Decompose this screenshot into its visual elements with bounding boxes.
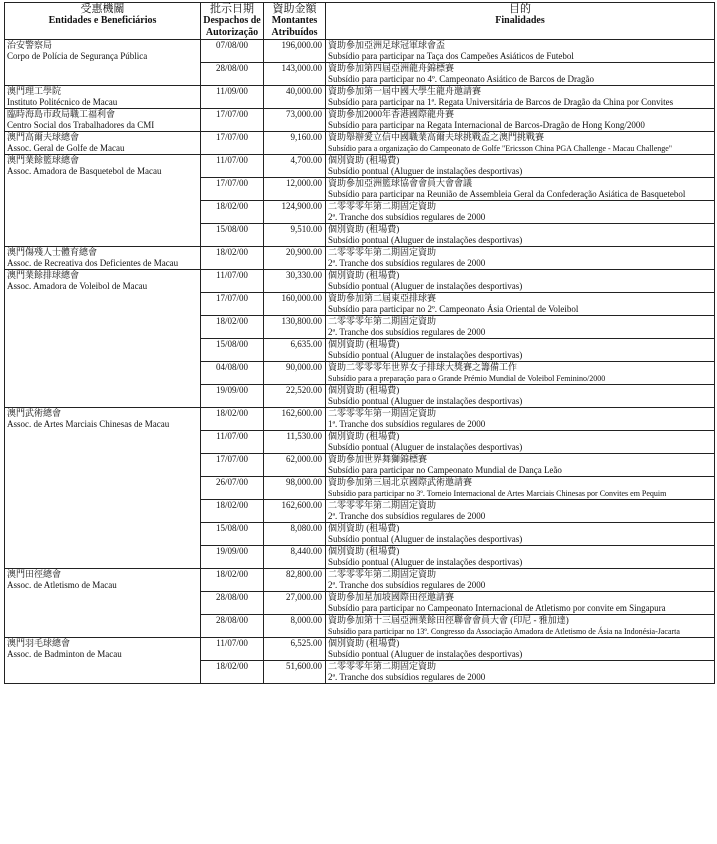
authorization-date: 11/07/00 xyxy=(201,431,264,443)
table-row-sub xyxy=(5,143,715,155)
table-row-sub xyxy=(5,74,715,86)
authorization-date: 28/08/00 xyxy=(201,63,264,75)
header-amounts-pt2: Atribuídos xyxy=(271,27,318,38)
date-spacer xyxy=(201,534,264,546)
entity-name-zh xyxy=(5,201,201,213)
purpose-zh: 二零零零年第一期固定資助 xyxy=(326,408,715,420)
entity-name-zh xyxy=(5,385,201,397)
entity-name-zh xyxy=(5,500,201,512)
amount-spacer xyxy=(264,327,326,339)
amount-spacer xyxy=(264,626,326,638)
table-row-sub xyxy=(5,327,715,339)
entity-name-zh xyxy=(5,362,201,374)
table-row xyxy=(5,155,715,167)
amount-spacer xyxy=(264,74,326,86)
date-spacer xyxy=(201,465,264,477)
entity-name-pt xyxy=(5,442,201,454)
amount-spacer xyxy=(264,672,326,684)
table-row-sub xyxy=(5,603,715,615)
entity-name-zh xyxy=(5,592,201,604)
purpose-pt: Subsídio para a organização do Campeonato de Golfe "Ericsson China PGA Challenge - Macau Challenge" xyxy=(326,143,715,155)
entity-name-pt: Centro Social dos Trabalhadores da CMI xyxy=(5,120,201,132)
entity-name-zh xyxy=(5,546,201,558)
amount-spacer xyxy=(264,396,326,408)
table-row-sub xyxy=(5,626,715,638)
table-row xyxy=(5,40,715,52)
amount: 27,000.00 xyxy=(264,592,326,604)
date-spacer xyxy=(201,557,264,569)
authorization-date: 28/08/00 xyxy=(201,592,264,604)
table-row-sub xyxy=(5,396,715,408)
header-amounts-pt1: Montantes xyxy=(271,15,318,26)
entity-name-pt xyxy=(5,304,201,316)
table-row xyxy=(5,592,715,604)
header-dates-pt1: Despachos de xyxy=(203,15,261,26)
purpose-zh: 二零零零年第二期固定資助 xyxy=(326,201,715,213)
authorization-date: 04/08/00 xyxy=(201,362,264,374)
amount: 82,800.00 xyxy=(264,569,326,581)
purpose-pt: Subsídio para participar no 13º. Congresso da Associação Amadora de Atletismo de Ásia na Indonésia-Jacarta xyxy=(326,626,715,638)
purpose-zh: 二零零零年第二期固定資助 xyxy=(326,316,715,328)
entity-name-pt xyxy=(5,626,201,638)
purpose-pt: 2ª. Tranche dos subsídios regulares de 2000 xyxy=(326,511,715,523)
purpose-pt: 2ª. Tranche dos subsídios regulares de 2000 xyxy=(326,258,715,270)
table-row-sub xyxy=(5,419,715,431)
amount: 160,000.00 xyxy=(264,293,326,305)
entity-name-pt xyxy=(5,488,201,500)
entity-name-pt: Assoc. de Atletismo de Macau xyxy=(5,580,201,592)
amount-spacer xyxy=(264,649,326,661)
table-row-sub xyxy=(5,51,715,63)
purpose-pt: Subsídio para participar no Campeonato Internacional de Atletismo por convite em Singapura xyxy=(326,603,715,615)
header-purposes-zh: 目的 xyxy=(509,3,531,15)
amount: 9,160.00 xyxy=(264,132,326,144)
amount: 12,000.00 xyxy=(264,178,326,190)
header-dates xyxy=(201,3,264,40)
table-row-sub xyxy=(5,350,715,362)
purpose-zh: 資助參加第二屆東亞排球賽 xyxy=(326,293,715,305)
header-dates-zh: 批示日期 xyxy=(210,3,254,15)
purpose-pt: 2ª. Tranche dos subsídios regulares de 2000 xyxy=(326,212,715,224)
purpose-zh: 二零零零年第二期固定資助 xyxy=(326,247,715,259)
purpose-zh: 資助參加亞洲足球冠軍球會盃 xyxy=(326,40,715,52)
table-row-sub xyxy=(5,373,715,385)
header-amounts-zh: 資助金額 xyxy=(272,3,317,15)
entity-name-pt xyxy=(5,189,201,201)
entity-name-zh: 臨時海島市政局職工福利會 xyxy=(5,109,201,121)
table-row xyxy=(5,500,715,512)
date-spacer xyxy=(201,626,264,638)
header-amounts xyxy=(264,3,326,40)
table-row xyxy=(5,270,715,282)
purpose-pt: Subsídio para participar no Campeonato Mundial de Dança Leão xyxy=(326,465,715,477)
purpose-zh: 資助參加星加坡國際田徑邀請賽 xyxy=(326,592,715,604)
entity-name-zh xyxy=(5,316,201,328)
table-row-sub xyxy=(5,281,715,293)
purpose-pt: Subsídio pontual (Aluguer de instalações desportivas) xyxy=(326,281,715,293)
date-spacer xyxy=(201,603,264,615)
table-row xyxy=(5,293,715,305)
entity-name-pt: Assoc. Amadora de Basquetebol de Macau xyxy=(5,166,201,178)
date-spacer xyxy=(201,281,264,293)
authorization-date: 18/02/00 xyxy=(201,569,264,581)
entity-name-zh: 澳門理工學院 xyxy=(5,86,201,98)
amount-spacer xyxy=(264,511,326,523)
entity-name-zh xyxy=(5,661,201,673)
table-row-sub xyxy=(5,580,715,592)
authorization-date: 15/08/00 xyxy=(201,224,264,236)
amount: 11,530.00 xyxy=(264,431,326,443)
amount-spacer xyxy=(264,120,326,132)
purpose-pt: Subsídio para participar na Regata Internacional de Barcos-Dragão de Hong Kong/2000 xyxy=(326,120,715,132)
authorization-date: 11/09/00 xyxy=(201,86,264,98)
amount-spacer xyxy=(264,350,326,362)
table-row-sub xyxy=(5,649,715,661)
date-spacer xyxy=(201,235,264,247)
purpose-pt: Subsídio pontual (Aluguer de instalações desportivas) xyxy=(326,534,715,546)
entity-name-zh xyxy=(5,454,201,466)
purpose-pt: Subsídio pontual (Aluguer de instalações desportivas) xyxy=(326,442,715,454)
table-row xyxy=(5,224,715,236)
entity-name-zh: 澳門傷殘人士體育總會 xyxy=(5,247,201,259)
amount: 162,600.00 xyxy=(264,500,326,512)
date-spacer xyxy=(201,51,264,63)
authorization-date: 18/02/00 xyxy=(201,316,264,328)
purpose-zh: 二零零零年第二期固定資助 xyxy=(326,661,715,673)
amount: 130,800.00 xyxy=(264,316,326,328)
entity-name-pt xyxy=(5,350,201,362)
purpose-zh: 資助參加世界舞獅錦標賽 xyxy=(326,454,715,466)
table-row xyxy=(5,431,715,443)
amount-spacer xyxy=(264,419,326,431)
amount-spacer xyxy=(264,373,326,385)
header-purposes-pt: Finalidades xyxy=(495,15,545,26)
table-row xyxy=(5,247,715,259)
purpose-pt: Subsídio para participar na 1ª. Regata Universitária de Barcos de Dragão da China por Convites xyxy=(326,97,715,109)
purpose-zh: 二零零零年第二期固定資助 xyxy=(326,569,715,581)
date-spacer xyxy=(201,327,264,339)
entity-name-zh xyxy=(5,339,201,351)
entity-name-pt: Corpo de Polícia de Segurança Pública xyxy=(5,51,201,63)
table-row xyxy=(5,109,715,121)
purpose-pt: Subsídio para participar na Taça dos Campeões Asiáticos de Futebol xyxy=(326,51,715,63)
purpose-zh: 資助參加第三屆北京國際武術邀請賽 xyxy=(326,477,715,489)
table-row xyxy=(5,201,715,213)
table-row-sub xyxy=(5,166,715,178)
amount: 8,440.00 xyxy=(264,546,326,558)
entity-name-pt xyxy=(5,534,201,546)
purpose-pt: Subsídio pontual (Aluguer de instalações desportivas) xyxy=(326,396,715,408)
amount-spacer xyxy=(264,465,326,477)
amount-spacer xyxy=(264,258,326,270)
header-entities xyxy=(5,3,201,40)
entity-name-zh: 澳門業餘排球總會 xyxy=(5,270,201,282)
entity-name-pt xyxy=(5,465,201,477)
authorization-date: 26/07/00 xyxy=(201,477,264,489)
purpose-pt: Subsídio pontual (Aluguer de instalações desportivas) xyxy=(326,557,715,569)
date-spacer xyxy=(201,258,264,270)
table-header-row xyxy=(5,3,715,40)
purpose-zh: 資助參加2000年香港國際龍舟賽 xyxy=(326,109,715,121)
date-spacer xyxy=(201,511,264,523)
amount: 196,000.00 xyxy=(264,40,326,52)
table-row xyxy=(5,661,715,673)
entity-name-pt xyxy=(5,557,201,569)
table-row-sub xyxy=(5,189,715,201)
amount-spacer xyxy=(264,235,326,247)
entity-name-pt xyxy=(5,373,201,385)
table-row xyxy=(5,385,715,397)
entity-name-zh: 治安警察局 xyxy=(5,40,201,52)
entity-name-zh xyxy=(5,178,201,190)
date-spacer xyxy=(201,373,264,385)
table-row xyxy=(5,615,715,627)
date-spacer xyxy=(201,120,264,132)
purpose-pt: 2ª. Tranche dos subsídios regulares de 2000 xyxy=(326,672,715,684)
authorization-date: 18/02/00 xyxy=(201,500,264,512)
table-row-sub xyxy=(5,488,715,500)
purpose-zh: 資助參加第一屆中國大學生龍舟邀請賽 xyxy=(326,86,715,98)
authorization-date: 17/07/00 xyxy=(201,293,264,305)
purpose-pt: Subsídio para participar na Reunião de Assembleia Geral da Confederação Asiática de Basquetebol xyxy=(326,189,715,201)
date-spacer xyxy=(201,580,264,592)
table-row-sub xyxy=(5,557,715,569)
authorization-date: 28/08/00 xyxy=(201,615,264,627)
entity-name-zh: 澳門高爾夫球總會 xyxy=(5,132,201,144)
amount: 62,000.00 xyxy=(264,454,326,466)
purpose-pt: Subsídio pontual (Aluguer de instalações desportivas) xyxy=(326,350,715,362)
entity-name-zh xyxy=(5,224,201,236)
purpose-zh: 個別資助 (租場費) xyxy=(326,270,715,282)
table-row-sub xyxy=(5,258,715,270)
table-row xyxy=(5,178,715,190)
entity-name-zh: 澳門羽毛球總會 xyxy=(5,638,201,650)
table-row-sub xyxy=(5,511,715,523)
entity-name-zh xyxy=(5,523,201,535)
amount-spacer xyxy=(264,281,326,293)
entity-name-pt xyxy=(5,74,201,86)
date-spacer xyxy=(201,189,264,201)
amount: 90,000.00 xyxy=(264,362,326,374)
amount-spacer xyxy=(264,304,326,316)
table-row xyxy=(5,362,715,374)
entity-name-zh: 澳門田徑總會 xyxy=(5,569,201,581)
purpose-pt: Subsídio para participar no 4º. Campeonato Asiático de Barcos de Dragão xyxy=(326,74,715,86)
amount-spacer xyxy=(264,189,326,201)
grants-table xyxy=(4,2,715,684)
purpose-pt: Subsídio pontual (Aluguer de instalações desportivas) xyxy=(326,649,715,661)
authorization-date: 18/02/00 xyxy=(201,201,264,213)
table-row xyxy=(5,316,715,328)
entity-name-pt xyxy=(5,212,201,224)
purpose-zh: 個別資助 (租場費) xyxy=(326,638,715,650)
entity-name-pt xyxy=(5,672,201,684)
authorization-date: 18/02/00 xyxy=(201,247,264,259)
date-spacer xyxy=(201,304,264,316)
purpose-zh: 資助舉辦愛立信中國職業高爾夫球挑戰盃之澳門挑戰賽 xyxy=(326,132,715,144)
table-row xyxy=(5,132,715,144)
table-row-sub xyxy=(5,672,715,684)
table-row xyxy=(5,569,715,581)
authorization-date: 19/09/00 xyxy=(201,546,264,558)
table-row xyxy=(5,638,715,650)
amount: 8,080.00 xyxy=(264,523,326,535)
entity-name-pt: Instituto Politécnico de Macau xyxy=(5,97,201,109)
date-spacer xyxy=(201,488,264,500)
entity-name-pt xyxy=(5,603,201,615)
header-entities-pt: Entidades e Beneficiários xyxy=(48,15,157,26)
date-spacer xyxy=(201,649,264,661)
authorization-date: 15/08/00 xyxy=(201,339,264,351)
amount: 4,700.00 xyxy=(264,155,326,167)
table-row xyxy=(5,523,715,535)
purpose-pt: Subsídio pontual (Aluguer de instalações desportivas) xyxy=(326,235,715,247)
table-row-sub xyxy=(5,304,715,316)
authorization-date: 18/02/00 xyxy=(201,408,264,420)
amount-spacer xyxy=(264,580,326,592)
authorization-date: 17/07/00 xyxy=(201,178,264,190)
purpose-zh: 個別資助 (租場費) xyxy=(326,431,715,443)
amount-spacer xyxy=(264,212,326,224)
amount-spacer xyxy=(264,143,326,155)
date-spacer xyxy=(201,396,264,408)
table-row-sub xyxy=(5,212,715,224)
table-row xyxy=(5,546,715,558)
purpose-zh: 個別資助 (租場費) xyxy=(326,385,715,397)
entity-name-zh xyxy=(5,293,201,305)
grants-document xyxy=(4,2,714,684)
date-spacer xyxy=(201,166,264,178)
authorization-date: 18/02/00 xyxy=(201,661,264,673)
amount: 6,635.00 xyxy=(264,339,326,351)
header-entities-zh: 受惠機關 xyxy=(80,3,125,15)
purpose-zh: 二零零零年第二期固定資助 xyxy=(326,500,715,512)
amount: 98,000.00 xyxy=(264,477,326,489)
amount: 20,900.00 xyxy=(264,247,326,259)
date-spacer xyxy=(201,97,264,109)
purpose-zh: 資助參加第四屆亞洲龍舟錦標賽 xyxy=(326,63,715,75)
purpose-zh: 個別資助 (租場費) xyxy=(326,546,715,558)
date-spacer xyxy=(201,419,264,431)
purpose-zh: 個別資助 (租場費) xyxy=(326,523,715,535)
date-spacer xyxy=(201,672,264,684)
amount: 73,000.00 xyxy=(264,109,326,121)
table-row xyxy=(5,63,715,75)
authorization-date: 19/09/00 xyxy=(201,385,264,397)
date-spacer xyxy=(201,143,264,155)
table-row-sub xyxy=(5,465,715,477)
entity-name-pt: Assoc. Amadora de Voleibol de Macau xyxy=(5,281,201,293)
entity-name-pt xyxy=(5,327,201,339)
table-body xyxy=(5,40,715,684)
purpose-pt: 2ª. Tranche dos subsídios regulares de 2000 xyxy=(326,580,715,592)
amount-spacer xyxy=(264,97,326,109)
entity-name-pt: Assoc. de Recreativa dos Deficientes de Macau xyxy=(5,258,201,270)
purpose-zh: 個別資助 (租場費) xyxy=(326,224,715,236)
entity-name-pt: Assoc. de Badminton de Macau xyxy=(5,649,201,661)
authorization-date: 17/07/00 xyxy=(201,109,264,121)
purpose-zh: 資助參加亞洲籃球協會會員大會會議 xyxy=(326,178,715,190)
authorization-date: 11/07/00 xyxy=(201,270,264,282)
amount: 162,600.00 xyxy=(264,408,326,420)
table-row xyxy=(5,339,715,351)
table-row xyxy=(5,477,715,489)
table-row-sub xyxy=(5,97,715,109)
purpose-zh: 個別資助 (租場費) xyxy=(326,155,715,167)
amount-spacer xyxy=(264,534,326,546)
amount-spacer xyxy=(264,51,326,63)
amount-spacer xyxy=(264,488,326,500)
entity-name-pt xyxy=(5,511,201,523)
purpose-zh: 個別資助 (租場費) xyxy=(326,339,715,351)
amount: 40,000.00 xyxy=(264,86,326,98)
entity-name-zh: 澳門業餘籃球總會 xyxy=(5,155,201,167)
purpose-pt: Subsídio para a preparação para o Grande Prémio Mundial de Voleibol Feminino/2000 xyxy=(326,373,715,385)
date-spacer xyxy=(201,74,264,86)
entity-name-zh xyxy=(5,477,201,489)
purpose-zh: 資助二零零零年世界女子排球大獎賽之籌備工作 xyxy=(326,362,715,374)
date-spacer xyxy=(201,350,264,362)
header-purposes xyxy=(326,3,715,40)
date-spacer xyxy=(201,442,264,454)
entity-name-zh: 澳門武術總會 xyxy=(5,408,201,420)
entity-name-zh xyxy=(5,63,201,75)
table-row xyxy=(5,86,715,98)
authorization-date: 15/08/00 xyxy=(201,523,264,535)
table-row xyxy=(5,408,715,420)
amount: 6,525.00 xyxy=(264,638,326,650)
table-row-sub xyxy=(5,534,715,546)
amount: 30,330.00 xyxy=(264,270,326,282)
authorization-date: 11/07/00 xyxy=(201,638,264,650)
entity-name-pt xyxy=(5,235,201,247)
amount: 143,000.00 xyxy=(264,63,326,75)
purpose-zh: 資助參加第十三屆亞洲業餘田徑聯會會員大會 (印尼 - 雅加達) xyxy=(326,615,715,627)
amount-spacer xyxy=(264,166,326,178)
purpose-pt: Subsídio para participar no 2º. Campeonato Ásia Oriental de Voleibol xyxy=(326,304,715,316)
amount: 8,000.00 xyxy=(264,615,326,627)
amount: 124,900.00 xyxy=(264,201,326,213)
table-row-sub xyxy=(5,120,715,132)
authorization-date: 17/07/00 xyxy=(201,132,264,144)
amount: 22,520.00 xyxy=(264,385,326,397)
date-spacer xyxy=(201,212,264,224)
amount: 51,600.00 xyxy=(264,661,326,673)
entity-name-pt xyxy=(5,396,201,408)
amount: 9,510.00 xyxy=(264,224,326,236)
purpose-pt: Subsídio pontual (Aluguer de instalações desportivas) xyxy=(326,166,715,178)
entity-name-pt: Assoc. Geral de Golfe de Macau xyxy=(5,143,201,155)
authorization-date: 07/08/00 xyxy=(201,40,264,52)
purpose-pt: 1ª. Tranche dos subsídios regulares de 2000 xyxy=(326,419,715,431)
entity-name-zh xyxy=(5,615,201,627)
amount-spacer xyxy=(264,603,326,615)
entity-name-zh xyxy=(5,431,201,443)
purpose-pt: 2ª. Tranche dos subsídios regulares de 2000 xyxy=(326,327,715,339)
header-dates-pt2: Autorização xyxy=(205,27,259,38)
purpose-pt: Subsídio para participar no 3º. Torneio Internacional de Artes Marciais Chinesas por Convites em Pequim xyxy=(326,488,715,500)
authorization-date: 17/07/00 xyxy=(201,454,264,466)
amount-spacer xyxy=(264,557,326,569)
table-row-sub xyxy=(5,442,715,454)
authorization-date: 11/07/00 xyxy=(201,155,264,167)
table-row-sub xyxy=(5,235,715,247)
entity-name-pt: Assoc. de Artes Marciais Chinesas de Macau xyxy=(5,419,201,431)
table-row xyxy=(5,454,715,466)
amount-spacer xyxy=(264,442,326,454)
